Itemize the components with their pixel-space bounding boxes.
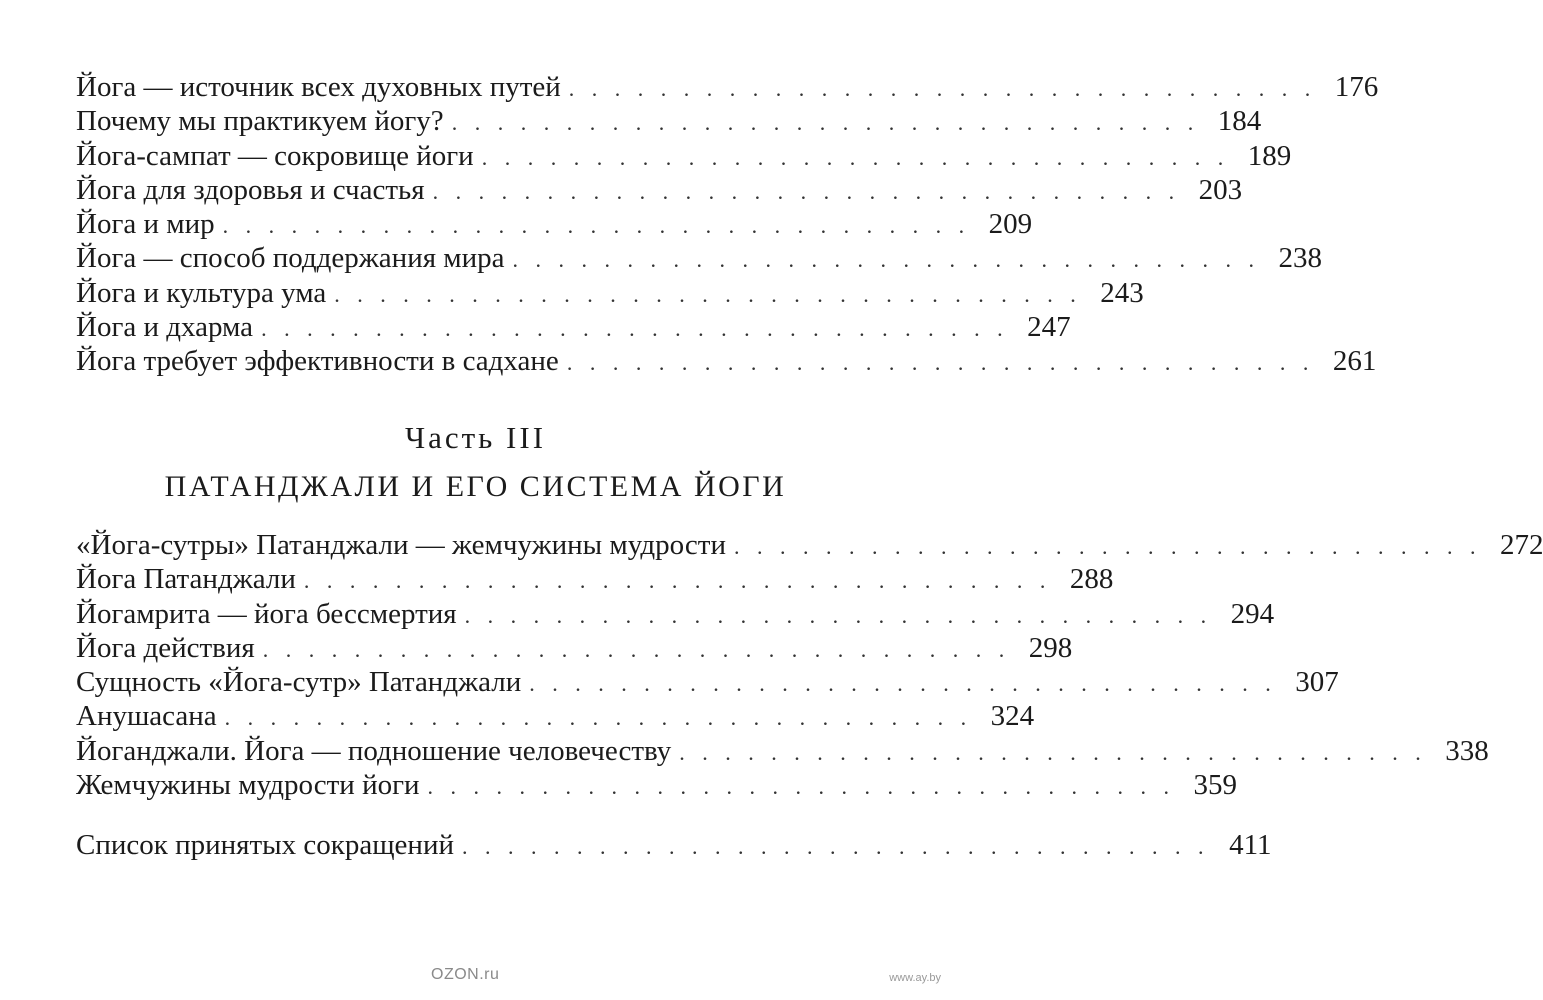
toc-entry bbox=[76, 597, 1275, 631]
toc-leader-dots: . . . . . . . . . . . . . . . . . . . . . . . . . . . . . . . . . bbox=[733, 534, 1482, 559]
toc-entry-page: 203 bbox=[1198, 173, 1243, 206]
toc-entry-page: 307 bbox=[1295, 666, 1339, 699]
part-label: Часть III bbox=[404, 420, 547, 455]
toc-entry-page: 288 bbox=[1069, 563, 1114, 596]
toc-entry bbox=[76, 104, 1262, 138]
toc-entry-title: Йога и мир bbox=[76, 208, 215, 241]
toc-entry bbox=[76, 562, 1114, 596]
toc-leader-dots: . . . . . . . . . . . . . . . . . . . . . . . . . . . . . . . . . bbox=[679, 739, 1427, 765]
toc-entry-page: 189 bbox=[1247, 139, 1292, 172]
toc-entry-title: Йога требует эффективности в садхане bbox=[76, 345, 559, 378]
toc-entry-title: Сущность «Йога-сутр» Патанджали bbox=[76, 666, 522, 699]
toc-entry-page: 209 bbox=[988, 208, 1033, 241]
toc-entry bbox=[76, 70, 1379, 104]
toc-entry-title: Йога для здоровья и счастья bbox=[76, 173, 425, 206]
toc-entry-title: Йога и культура ума bbox=[76, 276, 327, 309]
toc-entry-page: 294 bbox=[1230, 597, 1275, 630]
toc-entry bbox=[76, 276, 1144, 310]
toc-entry-title: Жемчужины мудрости йоги bbox=[76, 769, 420, 802]
toc-entry-title: Йога и дхарма bbox=[76, 311, 254, 344]
toc-leader-dots: . . . . . . . . . . . . . . . . . . . . . . . . . . . . . . . . . bbox=[451, 110, 1200, 136]
toc-entry bbox=[76, 828, 1272, 862]
toc-entry-page: 243 bbox=[1100, 276, 1144, 309]
toc-part2-list bbox=[76, 70, 1379, 379]
toc-leader-dots: . . . . . . . . . . . . . . . . . . . . . . . . . . . . . . . . . bbox=[334, 281, 1082, 307]
toc-part3-list bbox=[76, 528, 1543, 802]
toc-entry bbox=[76, 207, 1033, 241]
toc-leader-dots: . . . . . . . . . . . . . . . . . . . . . . . . . . . . . . . . . bbox=[512, 247, 1261, 273]
toc-entry bbox=[76, 768, 1237, 802]
ozon-logo: OZON.ru bbox=[431, 966, 500, 983]
toc-entry bbox=[76, 631, 1073, 665]
toc-entry-title: Анушасана bbox=[76, 700, 217, 733]
toc-entry bbox=[76, 310, 1071, 344]
toc-entry-title: Йога действия bbox=[76, 631, 255, 664]
toc-leader-dots: . . . . . . . . . . . . . . . . . . . . . . . . . . . . . . . . . bbox=[462, 834, 1210, 859]
toc-entry bbox=[76, 241, 1323, 275]
toc-entry-title: Йогамрита — йога бессмертия bbox=[76, 597, 457, 630]
toc-leader-dots: . . . . . . . . . . . . . . . . . . . . . . . . . . . . . . . . . bbox=[464, 602, 1213, 628]
part-title: ПАТАНДЖАЛИ И ЕГО СИСТЕМА ЙОГИ bbox=[164, 470, 787, 503]
toc-entry-page: 176 bbox=[1334, 71, 1379, 103]
toc-entry-page: 411 bbox=[1229, 829, 1272, 861]
toc-entry bbox=[76, 734, 1489, 768]
toc-entry-page: 272 bbox=[1499, 529, 1543, 561]
toc-entry-title: Почему мы практикуем йогу? bbox=[76, 105, 444, 138]
toc-leader-dots: . . . . . . . . . . . . . . . . . . . . . . . . . . . . . . . . . bbox=[427, 774, 1175, 800]
toc-entry-title: «Йога-сутры» Патанджали — жемчужины мудрости bbox=[76, 529, 726, 561]
toc-entry-title: Йоганджали. Йога — подношение человечеству bbox=[76, 734, 672, 767]
toc-entry-title: Йога — источник всех духовных путей bbox=[76, 71, 561, 103]
toc-leader-dots: . . . . . . . . . . . . . . . . . . . . . . . . . . . . . . . . . bbox=[481, 144, 1230, 170]
toc-leader-dots: . . . . . . . . . . . . . . . . . . . . . . . . . . . . . . . . . bbox=[224, 705, 973, 731]
toc-entry bbox=[76, 528, 1543, 562]
toc-entry-page: 298 bbox=[1028, 631, 1073, 664]
toc-leader-dots: . . . . . . . . . . . . . . . . . . . . . . . . . . . . . . . . . bbox=[262, 636, 1011, 662]
toc-entry-page: 238 bbox=[1278, 242, 1323, 275]
toc-entry-title: Йога Патанджали bbox=[76, 563, 296, 596]
toc-leader-dots: . . . . . . . . . . . . . . . . . . . . . . . . . . . . . . . . . bbox=[303, 568, 1052, 594]
toc-entry bbox=[76, 665, 1339, 699]
toc-leader-dots: . . . . . . . . . . . . . . . . . . . . . . . . . . . . . . . . . bbox=[261, 316, 1009, 342]
toc-entry-title: Йога — способ поддержания мира bbox=[76, 242, 505, 275]
toc-leader-dots: . . . . . . . . . . . . . . . . . . . . . . . . . . . . . . . . . bbox=[222, 213, 971, 239]
toc-entry-title: Йога-сампат — сокровище йоги bbox=[76, 139, 474, 172]
toc-extra-list bbox=[76, 828, 1272, 862]
toc-entry-page: 247 bbox=[1027, 311, 1071, 344]
toc-entry-page: 261 bbox=[1332, 345, 1377, 378]
toc-entry bbox=[76, 344, 1377, 378]
toc-entry-page: 184 bbox=[1217, 105, 1262, 138]
site-watermark: www.ay.by bbox=[889, 972, 941, 984]
toc-entry bbox=[76, 699, 1035, 733]
toc-entry bbox=[76, 139, 1292, 173]
toc-leader-dots: . . . . . . . . . . . . . . . . . . . . . . . . . . . . . . . . . bbox=[432, 178, 1181, 204]
toc-leader-dots: . . . . . . . . . . . . . . . . . . . . . . . . . . . . . . . . . bbox=[566, 350, 1315, 376]
toc-entry-page: 338 bbox=[1445, 734, 1489, 767]
toc-leader-dots: . . . . . . . . . . . . . . . . . . . . . . . . . . . . . . . . . bbox=[568, 76, 1317, 101]
toc-entry bbox=[76, 173, 1243, 207]
toc-entry-title: Список принятых сокращений bbox=[76, 829, 454, 861]
toc-entry-page: 359 bbox=[1193, 769, 1237, 802]
toc-entry-page: 324 bbox=[990, 700, 1035, 733]
toc-leader-dots: . . . . . . . . . . . . . . . . . . . . . . . . . . . . . . . . . bbox=[529, 671, 1277, 697]
